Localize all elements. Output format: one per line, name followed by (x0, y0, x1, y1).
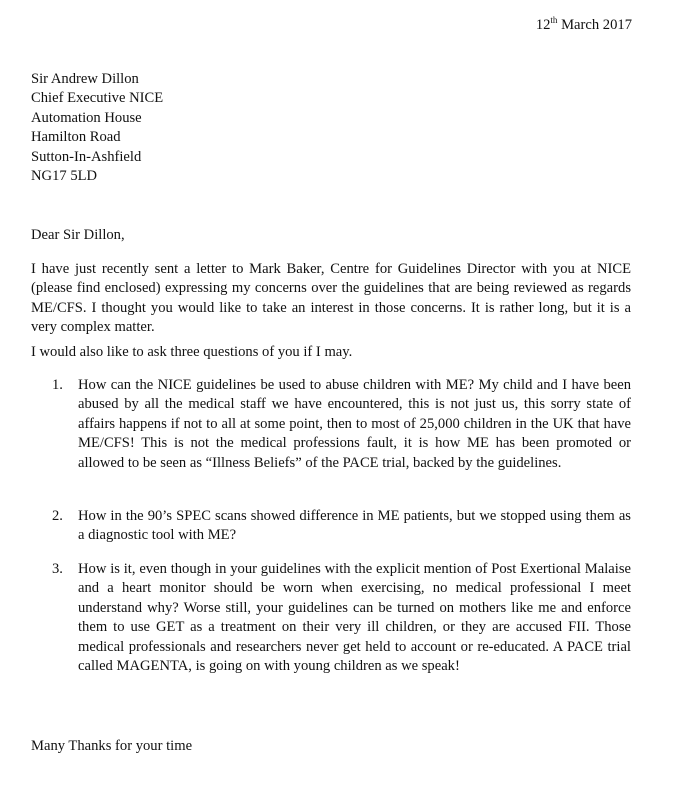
question-number: 3. (52, 561, 63, 577)
address-line: Sir Andrew Dillon (31, 71, 139, 87)
question-text: How can the NICE guidelines be used to abuse children with ME? My child and I have been abused by all the medical staff we have encountered, this is not just us, this sorry state of affairs happens if not to all at some point, then to most of 25,000 children in the UK that have ME/CFS! This is not the medical professions fault, it is how ME has been promoted or allowed to be seen as “Illness Beliefs” of the PACE trial, backed by the guidelines. (78, 377, 631, 471)
question-text: How is it, even though in your guidelines with the explicit mention of Post Exertional Malaise and a heart monitor should be worn when exercising, no medical professional I meet understand why? Worse still, your guidelines can be turned on mothers like me and enforce them to use GET as a treatment on their very ill children, or they are accused FII. Those medical professionals and researchers never get held to account or re-educated. A PACE trial called MAGENTA, is going on with young children as we speak! (78, 561, 631, 675)
recipient-address (31, 70, 163, 186)
letter-date (536, 16, 632, 35)
address-line: Sutton-In-Ashfield (31, 148, 142, 165)
question-text: How in the 90’s SPEC scans showed difference in ME patients, but we stopped using them as a diagnostic tool with ME? (78, 508, 631, 544)
body-paragraph-1: I have just recently sent a letter to Mark Baker, Centre for Guidelines Director with you at NICE (please find enclosed) expressing my concerns over the guidelines that are being reviewed as regards ME/CFS. I thought you would like to take an interest in those concerns. It is rather long, but it is a very complex matter. (31, 261, 631, 336)
body-paragraph-2: I would also like to ask three questions of you if I may. (31, 344, 353, 360)
address-line: Hamilton Road (31, 129, 121, 146)
date-suffix: th (550, 15, 558, 25)
question-number: 2. (52, 508, 63, 524)
address-line: Chief Executive NICE (31, 90, 164, 107)
date-month-year: March 2017 (557, 17, 632, 33)
date-day: 12 (535, 17, 551, 33)
address-line: Automation House (31, 109, 142, 126)
salutation: Dear Sir Dillon, (31, 227, 125, 243)
address-line: NG17 5LD (31, 168, 98, 185)
closing-line: Many Thanks for your time (31, 738, 193, 754)
question-number: 1. (52, 377, 63, 393)
